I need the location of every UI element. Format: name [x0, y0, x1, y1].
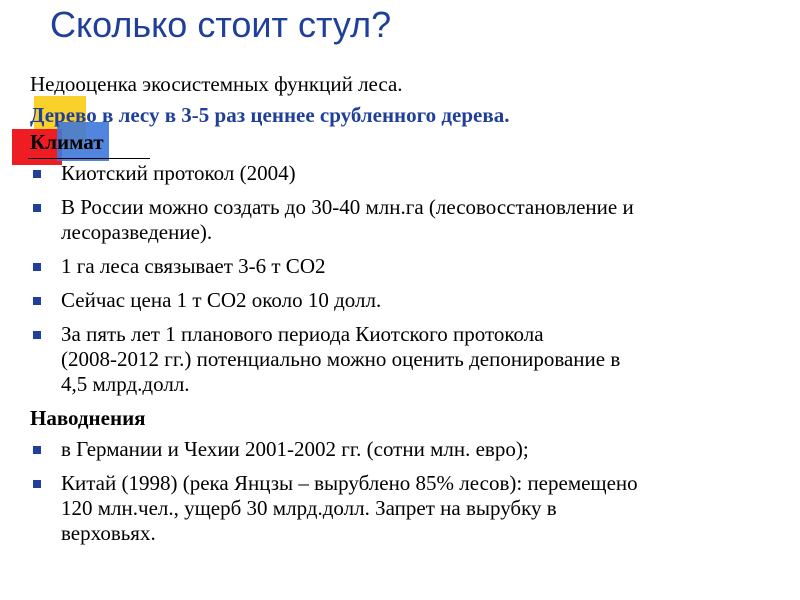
square-bullet-icon	[33, 297, 41, 305]
list-item	[30, 195, 795, 245]
list-item-text-line: лесоразведение).	[61, 220, 213, 244]
list-item-text-line: 120 млн.чел., ущерб 30 млрд.долл. Запрет на вырубку в	[61, 496, 557, 520]
list-item	[30, 161, 795, 186]
bullet-list-climate	[30, 161, 795, 397]
list-item-text-line: Сейчас цена 1 т СО2 около 10 долл.	[61, 288, 382, 312]
list-item-text-line: 1 га леса связывает 3-6 т СО2	[61, 254, 326, 278]
list-item	[30, 437, 795, 462]
list-item-text-line: Китай (1998) (река Янцзы – вырублено 85% лесов): перемещено	[61, 471, 638, 495]
slide-body	[30, 72, 795, 555]
square-bullet-icon	[33, 204, 41, 212]
intro-text: Недооценка экосистемных функций леса.	[30, 72, 403, 96]
square-bullet-icon	[33, 331, 41, 339]
list-item-text-line: За пять лет 1 планового периода Киотского протокола	[61, 322, 544, 346]
list-item	[30, 254, 795, 279]
highlight-text: Дерево в лесу в 3-5 раз ценнее срубленного дерева.	[30, 103, 510, 127]
list-item-text-line: В России можно создать до 30-40 млн.га (лесовосстановление и	[61, 195, 634, 219]
list-item-text-line: Киотский протокол (2004)	[61, 161, 296, 185]
square-bullet-icon	[33, 446, 41, 454]
slide-title: Сколько стоит стул?	[50, 4, 392, 45]
list-item	[30, 288, 795, 313]
square-bullet-icon	[33, 263, 41, 271]
square-bullet-icon	[33, 480, 41, 488]
list-item-text-line: (2008-2012 гг.) потенциально можно оценить депонирование в	[61, 347, 621, 371]
square-bullet-icon	[33, 170, 41, 178]
list-item-text-line: 4,5 млрд.долл.	[61, 372, 190, 396]
bullet-list-floods	[30, 437, 795, 546]
list-item-text-line: верховьях.	[61, 521, 156, 545]
section-heading-floods: Наводнения	[30, 406, 146, 430]
list-item-text-line: в Германии и Чехии 2001-2002 гг. (сотни млн. евро);	[61, 437, 529, 461]
section-heading-climate: Климат	[30, 130, 104, 154]
list-item	[30, 471, 795, 546]
list-item	[30, 322, 795, 397]
